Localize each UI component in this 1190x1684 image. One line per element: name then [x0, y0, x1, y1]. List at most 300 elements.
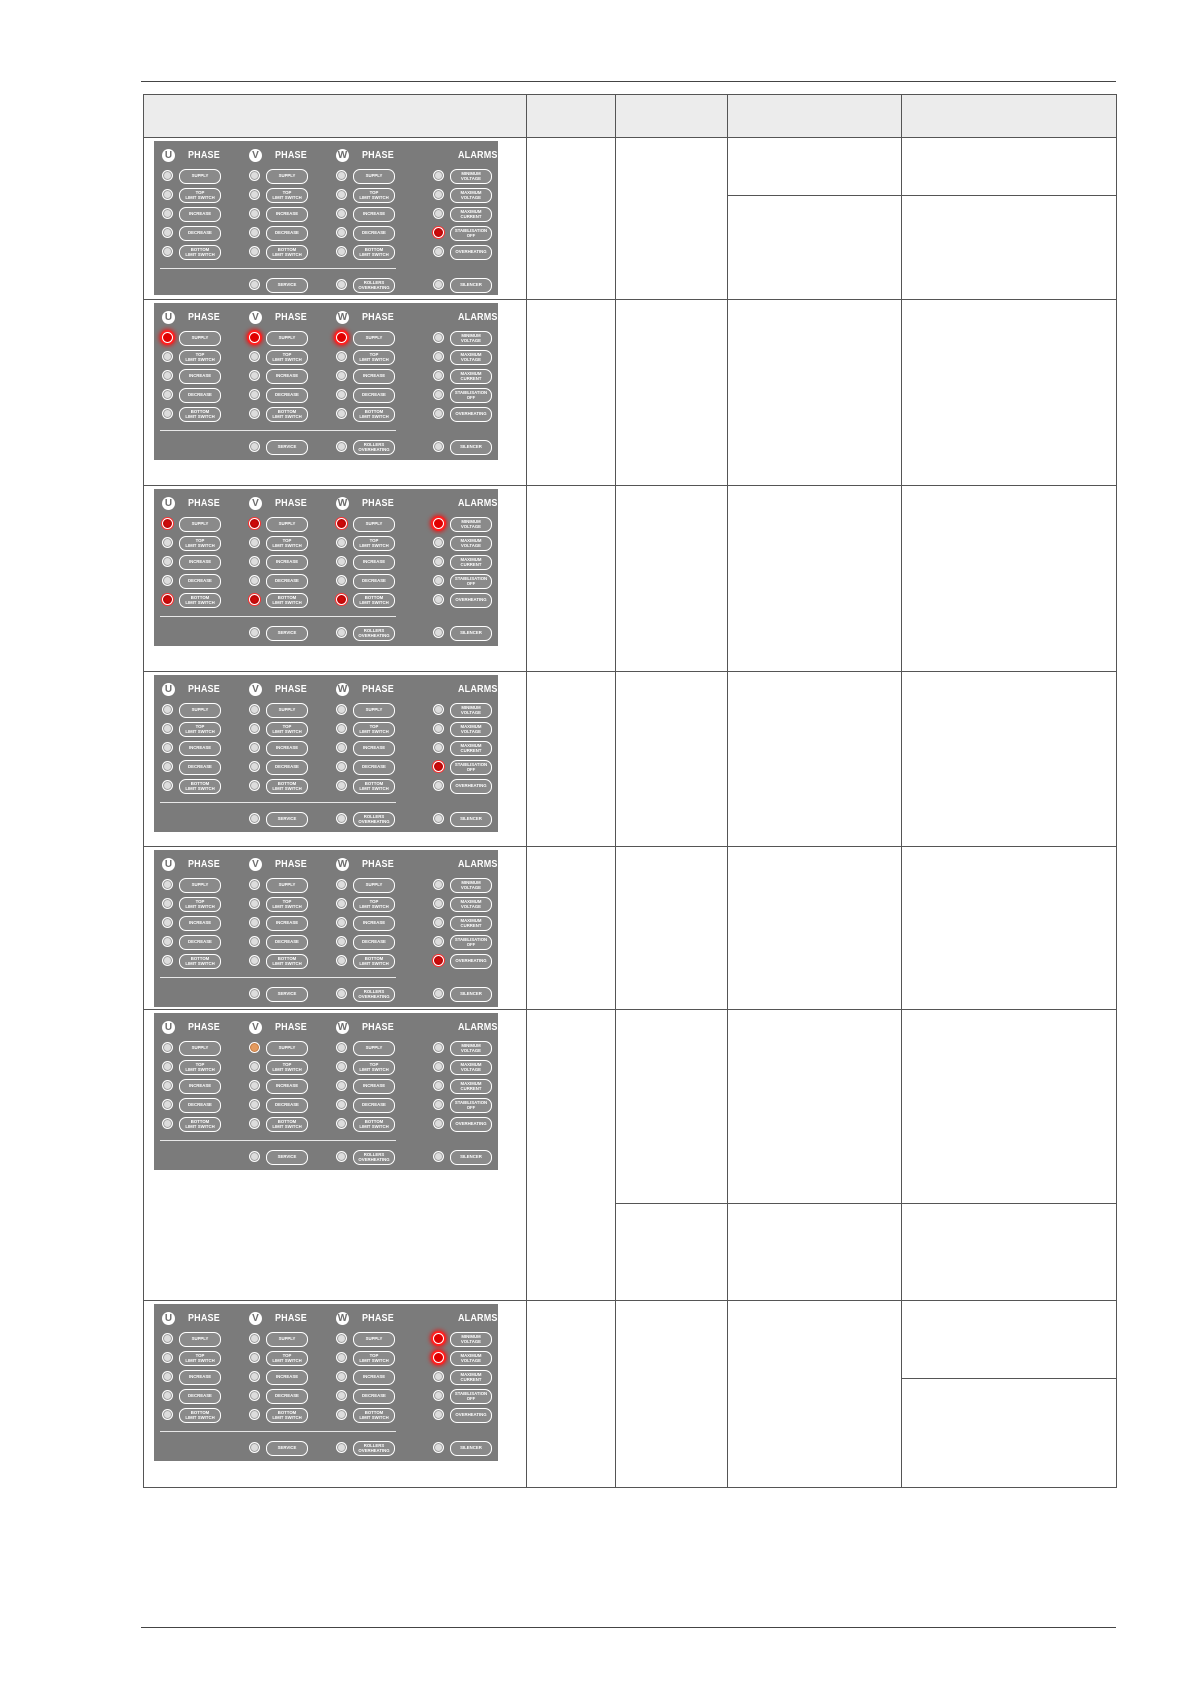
indicator-label: BOTTOM LIMIT SWITCH	[353, 407, 395, 422]
alarm-led	[433, 332, 444, 343]
panel-cell	[144, 1010, 527, 1301]
indicator-label: TOP LIMIT SWITCH	[353, 722, 395, 737]
indicator-label: BOTTOM LIMIT SWITCH	[266, 779, 308, 794]
indicator-label: DECREASE	[266, 388, 308, 403]
indicator-label: BOTTOM LIMIT SWITCH	[353, 779, 395, 794]
indicator-led	[336, 704, 347, 715]
alarm-label: OVERHEATING	[450, 593, 492, 608]
phase-title: PHASE	[188, 150, 220, 161]
panel-divider	[160, 802, 396, 803]
phase-title: PHASE	[275, 859, 307, 870]
alarm-label: OVERHEATING	[450, 779, 492, 794]
alarm-label: STABILISATION OFF	[450, 226, 492, 241]
panel-divider	[160, 268, 396, 269]
indicator-label: DECREASE	[266, 935, 308, 950]
table-cell	[902, 486, 1117, 672]
indicator-led	[336, 246, 347, 257]
indicator-led	[336, 227, 347, 238]
alarm-led	[433, 1099, 444, 1110]
indicator-led	[162, 936, 173, 947]
phase-title: PHASE	[362, 684, 394, 695]
silencer-led	[433, 627, 444, 638]
indicator-led	[249, 389, 260, 400]
phase-letter-icon: W	[337, 498, 348, 509]
table-cell	[728, 486, 902, 672]
indicator-label: TOP LIMIT SWITCH	[179, 536, 221, 551]
silencer-led	[433, 813, 444, 824]
service-label: SERVICE	[266, 987, 308, 1002]
rollers-led	[336, 988, 347, 999]
silencer-label: SILENCER	[450, 987, 492, 1002]
indicator-led	[336, 1390, 347, 1401]
indicator-led	[249, 1390, 260, 1401]
alarm-label: MAXIMUM VOLTAGE	[450, 1060, 492, 1075]
indicator-label: DECREASE	[179, 1389, 221, 1404]
indicator-label: TOP LIMIT SWITCH	[266, 1060, 308, 1075]
indicator-led	[249, 761, 260, 772]
indicator-label: SUPPLY	[266, 703, 308, 718]
rollers-label: ROLLERS OVERHEATING	[353, 812, 395, 827]
indicator-led	[249, 1352, 260, 1363]
indicator-label: DECREASE	[266, 760, 308, 775]
indicator-label: DECREASE	[266, 226, 308, 241]
alarm-label: STABILISATION OFF	[450, 1098, 492, 1113]
alarms-title: ALARMS	[458, 498, 498, 509]
indicator-led	[249, 208, 260, 219]
table-row	[144, 672, 1117, 847]
indicator-label: INCREASE	[266, 369, 308, 384]
indicator-label: DECREASE	[179, 388, 221, 403]
table-cell	[728, 138, 902, 196]
alarm-led	[433, 370, 444, 381]
alarm-label: MAXIMUM CURRENT	[450, 369, 492, 384]
indicator-label: BOTTOM LIMIT SWITCH	[179, 593, 221, 608]
rollers-label: ROLLERS OVERHEATING	[353, 278, 395, 293]
indicator-label: DECREASE	[266, 574, 308, 589]
control-panel-image	[154, 1013, 498, 1170]
indicator-label: INCREASE	[266, 207, 308, 222]
indicator-led	[336, 898, 347, 909]
indicator-led	[162, 518, 173, 529]
indicator-label: TOP LIMIT SWITCH	[179, 1351, 221, 1366]
alarm-label: MAXIMUM VOLTAGE	[450, 536, 492, 551]
indicator-led	[162, 780, 173, 791]
alarms-title: ALARMS	[458, 1022, 498, 1033]
phase-title: PHASE	[362, 312, 394, 323]
table-row	[144, 486, 1117, 672]
alarm-led	[433, 1061, 444, 1072]
table-cell	[728, 1301, 902, 1488]
alarm-led	[433, 1390, 444, 1401]
indicator-led	[249, 332, 260, 343]
indicator-led	[162, 575, 173, 586]
table-cell	[728, 1204, 902, 1301]
indicator-led	[249, 704, 260, 715]
indicator-led	[336, 332, 347, 343]
indicator-led	[249, 227, 260, 238]
table-cell	[902, 1204, 1117, 1301]
phase-title: PHASE	[362, 498, 394, 509]
indicator-led	[249, 518, 260, 529]
control-panel-image	[154, 675, 498, 832]
service-label: SERVICE	[266, 1150, 308, 1165]
indicator-led	[249, 955, 260, 966]
indicator-led	[336, 537, 347, 548]
indicator-label: INCREASE	[179, 555, 221, 570]
table-cell	[728, 847, 902, 1010]
table-cell	[616, 672, 728, 847]
table-cell	[728, 196, 902, 300]
indicator-label: BOTTOM LIMIT SWITCH	[353, 1117, 395, 1132]
table-row	[144, 138, 1117, 196]
header-cell	[527, 95, 616, 138]
panel-divider	[160, 1140, 396, 1141]
indicator-led	[162, 879, 173, 890]
indicator-led	[249, 1371, 260, 1382]
alarm-label: STABILISATION OFF	[450, 1389, 492, 1404]
service-label: SERVICE	[266, 1441, 308, 1456]
alarm-label: STABILISATION OFF	[450, 388, 492, 403]
silencer-led	[433, 988, 444, 999]
alarm-led	[433, 1118, 444, 1129]
indicator-label: SUPPLY	[179, 703, 221, 718]
alarms-title: ALARMS	[458, 684, 498, 695]
indicator-label: DECREASE	[353, 1389, 395, 1404]
indicator-led	[162, 1352, 173, 1363]
alarm-led	[433, 246, 444, 257]
indicator-label: DECREASE	[353, 935, 395, 950]
indicator-led	[336, 742, 347, 753]
indicator-label: TOP LIMIT SWITCH	[179, 897, 221, 912]
table-cell	[616, 300, 728, 486]
alarm-label: MINIMUM VOLTAGE	[450, 1332, 492, 1347]
indicator-led	[249, 1118, 260, 1129]
header-cell	[902, 95, 1117, 138]
indicator-led	[336, 575, 347, 586]
alarm-led	[433, 170, 444, 181]
indicator-led	[336, 1061, 347, 1072]
indicator-led	[336, 879, 347, 890]
indicator-label: INCREASE	[353, 555, 395, 570]
indicator-led	[162, 351, 173, 362]
indicator-led	[162, 370, 173, 381]
indicator-led	[336, 1118, 347, 1129]
indicator-label: BOTTOM LIMIT SWITCH	[179, 245, 221, 260]
service-label: SERVICE	[266, 812, 308, 827]
indicator-label: INCREASE	[179, 1370, 221, 1385]
indicator-led	[336, 208, 347, 219]
indicator-led	[336, 1352, 347, 1363]
phase-letter-icon: V	[249, 311, 262, 324]
indicator-led	[162, 1371, 173, 1382]
alarm-led	[433, 936, 444, 947]
phase-letter-icon: V	[249, 858, 262, 871]
indicator-led	[162, 170, 173, 181]
indicator-led	[249, 1409, 260, 1420]
table-cell	[902, 300, 1117, 486]
indicator-led	[249, 936, 260, 947]
indicator-led	[249, 594, 260, 605]
phase-title: PHASE	[362, 1022, 394, 1033]
table-cell	[527, 1010, 616, 1301]
alarm-led	[433, 704, 444, 715]
alarm-label: MAXIMUM CURRENT	[450, 555, 492, 570]
silencer-label: SILENCER	[450, 1150, 492, 1165]
indicator-led	[162, 955, 173, 966]
alarms-title: ALARMS	[458, 312, 498, 323]
table-cell	[527, 300, 616, 486]
indicator-led	[336, 761, 347, 772]
indicator-label: TOP LIMIT SWITCH	[353, 350, 395, 365]
panel-divider	[160, 616, 396, 617]
silencer-led	[433, 279, 444, 290]
alarm-label: MAXIMUM VOLTAGE	[450, 350, 492, 365]
alarm-led	[433, 917, 444, 928]
alarms-title: ALARMS	[458, 859, 498, 870]
alarm-led	[433, 723, 444, 734]
service-label: SERVICE	[266, 440, 308, 455]
indicator-label: DECREASE	[179, 760, 221, 775]
alarm-label: MAXIMUM CURRENT	[450, 916, 492, 931]
silencer-led	[433, 441, 444, 452]
panel-cell	[144, 847, 527, 1010]
alarm-label: MINIMUM VOLTAGE	[450, 331, 492, 346]
service-label: SERVICE	[266, 278, 308, 293]
indicator-label: TOP LIMIT SWITCH	[266, 536, 308, 551]
alarm-led	[433, 556, 444, 567]
phase-title: PHASE	[275, 1313, 307, 1324]
indicator-led	[162, 898, 173, 909]
indicator-led	[249, 408, 260, 419]
silencer-label: SILENCER	[450, 278, 492, 293]
service-led	[249, 1151, 260, 1162]
indicator-label: INCREASE	[179, 741, 221, 756]
alarm-led	[433, 518, 444, 529]
alarm-label: OVERHEATING	[450, 407, 492, 422]
indicator-led	[162, 227, 173, 238]
indicator-label: TOP LIMIT SWITCH	[266, 1351, 308, 1366]
phase-letter-icon: V	[249, 1021, 262, 1034]
indicator-led	[336, 1099, 347, 1110]
top-rule	[141, 81, 1116, 82]
indicator-led	[249, 780, 260, 791]
indicator-led	[336, 1080, 347, 1091]
alarm-label: OVERHEATING	[450, 1408, 492, 1423]
table-cell	[527, 138, 616, 300]
phase-title: PHASE	[275, 312, 307, 323]
table-cell	[616, 1301, 728, 1488]
rollers-led	[336, 813, 347, 824]
phase-title: PHASE	[188, 859, 220, 870]
silencer-label: SILENCER	[450, 812, 492, 827]
indicator-label: SUPPLY	[353, 878, 395, 893]
alarm-led	[433, 1333, 444, 1344]
indicator-label: BOTTOM LIMIT SWITCH	[266, 245, 308, 260]
table-cell	[527, 672, 616, 847]
alarm-led	[433, 780, 444, 791]
indicator-label: INCREASE	[353, 1370, 395, 1385]
table-row	[144, 1301, 1117, 1379]
indicator-led	[336, 1371, 347, 1382]
phase-title: PHASE	[188, 1313, 220, 1324]
phase-letter-icon: V	[249, 1312, 262, 1325]
header-cell	[728, 95, 902, 138]
alarms-title: ALARMS	[458, 150, 498, 161]
indicator-label: BOTTOM LIMIT SWITCH	[353, 593, 395, 608]
bottom-rule	[141, 1627, 1116, 1628]
silencer-led	[433, 1151, 444, 1162]
indicator-label: BOTTOM LIMIT SWITCH	[179, 954, 221, 969]
indicator-led	[336, 518, 347, 529]
indicator-led	[249, 898, 260, 909]
indicator-led	[162, 1099, 173, 1110]
indicator-led	[336, 917, 347, 928]
indicator-label: BOTTOM LIMIT SWITCH	[179, 407, 221, 422]
alarm-led	[433, 351, 444, 362]
indicator-led	[336, 955, 347, 966]
indicator-led	[249, 723, 260, 734]
phase-title: PHASE	[188, 1022, 220, 1033]
indicator-led	[162, 537, 173, 548]
indicator-led	[249, 742, 260, 753]
indicator-label: DECREASE	[266, 1098, 308, 1113]
table-cell	[616, 847, 728, 1010]
phase-title: PHASE	[188, 312, 220, 323]
indicator-label: SUPPLY	[179, 1332, 221, 1347]
rollers-label: ROLLERS OVERHEATING	[353, 1150, 395, 1165]
phase-title: PHASE	[362, 859, 394, 870]
rollers-led	[336, 1151, 347, 1162]
indicator-label: SUPPLY	[353, 1332, 395, 1347]
indicator-led	[336, 1409, 347, 1420]
indicator-label: TOP LIMIT SWITCH	[266, 350, 308, 365]
phase-title: PHASE	[188, 498, 220, 509]
indicator-label: TOP LIMIT SWITCH	[353, 1351, 395, 1366]
alarm-label: MAXIMUM CURRENT	[450, 1079, 492, 1094]
control-panel-image	[154, 850, 498, 1007]
indicator-table	[143, 94, 1117, 1488]
indicator-led	[336, 408, 347, 419]
indicator-label: SUPPLY	[353, 169, 395, 184]
indicator-label: SUPPLY	[266, 169, 308, 184]
control-panel-image	[154, 489, 498, 646]
alarm-label: MAXIMUM CURRENT	[450, 207, 492, 222]
indicator-label: INCREASE	[353, 741, 395, 756]
table-row	[144, 1010, 1117, 1204]
indicator-led	[249, 189, 260, 200]
indicator-label: TOP LIMIT SWITCH	[266, 722, 308, 737]
phase-letter-icon: V	[249, 683, 262, 696]
indicator-led	[336, 594, 347, 605]
indicator-led	[162, 408, 173, 419]
phase-letter-icon: U	[162, 497, 175, 510]
alarm-label: MINIMUM VOLTAGE	[450, 703, 492, 718]
indicator-label: SUPPLY	[353, 517, 395, 532]
indicator-led	[336, 351, 347, 362]
indicator-led	[249, 1333, 260, 1344]
rollers-led	[336, 441, 347, 452]
alarm-led	[433, 1352, 444, 1363]
phase-title: PHASE	[275, 150, 307, 161]
alarm-label: MINIMUM VOLTAGE	[450, 878, 492, 893]
alarm-led	[433, 761, 444, 772]
indicator-label: SUPPLY	[179, 169, 221, 184]
phase-letter-icon: W	[337, 859, 348, 870]
indicator-label: INCREASE	[179, 369, 221, 384]
indicator-label: INCREASE	[266, 916, 308, 931]
rollers-label: ROLLERS OVERHEATING	[353, 1441, 395, 1456]
indicator-led	[162, 1409, 173, 1420]
indicator-label: BOTTOM LIMIT SWITCH	[353, 954, 395, 969]
indicator-label: DECREASE	[353, 1098, 395, 1113]
table-cell	[616, 486, 728, 672]
indicator-led	[162, 556, 173, 567]
phase-letter-icon: V	[249, 149, 262, 162]
panel-cell	[144, 1301, 527, 1488]
indicator-label: TOP LIMIT SWITCH	[179, 1060, 221, 1075]
indicator-label: TOP LIMIT SWITCH	[353, 188, 395, 203]
phase-letter-icon: U	[162, 858, 175, 871]
table-cell	[902, 138, 1117, 196]
indicator-label: SUPPLY	[266, 1041, 308, 1056]
alarm-led	[433, 537, 444, 548]
indicator-label: SUPPLY	[353, 703, 395, 718]
alarm-led	[433, 955, 444, 966]
panel-cell	[144, 300, 527, 486]
indicator-led	[162, 1042, 173, 1053]
indicator-led	[162, 594, 173, 605]
indicator-led	[162, 1080, 173, 1091]
indicator-led	[162, 742, 173, 753]
indicator-label: BOTTOM LIMIT SWITCH	[266, 593, 308, 608]
alarm-led	[433, 879, 444, 890]
indicator-label: BOTTOM LIMIT SWITCH	[179, 1117, 221, 1132]
phase-title: PHASE	[275, 684, 307, 695]
alarm-label: MINIMUM VOLTAGE	[450, 517, 492, 532]
phase-letter-icon: U	[162, 311, 175, 324]
table-cell	[616, 138, 728, 300]
table-cell	[616, 1204, 728, 1301]
phase-letter-icon: W	[337, 1313, 348, 1324]
alarm-label: STABILISATION OFF	[450, 574, 492, 589]
indicator-led	[162, 1118, 173, 1129]
control-panel-image	[154, 1304, 498, 1461]
service-label: SERVICE	[266, 626, 308, 641]
panel-cell	[144, 138, 527, 300]
indicator-led	[336, 1333, 347, 1344]
indicator-led	[336, 370, 347, 381]
phase-letter-icon: W	[337, 150, 348, 161]
alarm-label: OVERHEATING	[450, 1117, 492, 1132]
indicator-led	[336, 189, 347, 200]
panel-cell	[144, 486, 527, 672]
indicator-label: SUPPLY	[266, 331, 308, 346]
indicator-label: DECREASE	[353, 760, 395, 775]
indicator-led	[336, 936, 347, 947]
indicator-led	[162, 917, 173, 928]
indicator-led	[336, 780, 347, 791]
alarm-label: MAXIMUM VOLTAGE	[450, 1351, 492, 1366]
indicator-label: DECREASE	[179, 935, 221, 950]
service-led	[249, 813, 260, 824]
table-cell	[527, 1301, 616, 1488]
alarm-label: MAXIMUM CURRENT	[450, 1370, 492, 1385]
panel-cell	[144, 672, 527, 847]
alarm-led	[433, 408, 444, 419]
indicator-label: BOTTOM LIMIT SWITCH	[266, 1117, 308, 1132]
phase-letter-icon: U	[162, 1021, 175, 1034]
indicator-label: SUPPLY	[266, 878, 308, 893]
